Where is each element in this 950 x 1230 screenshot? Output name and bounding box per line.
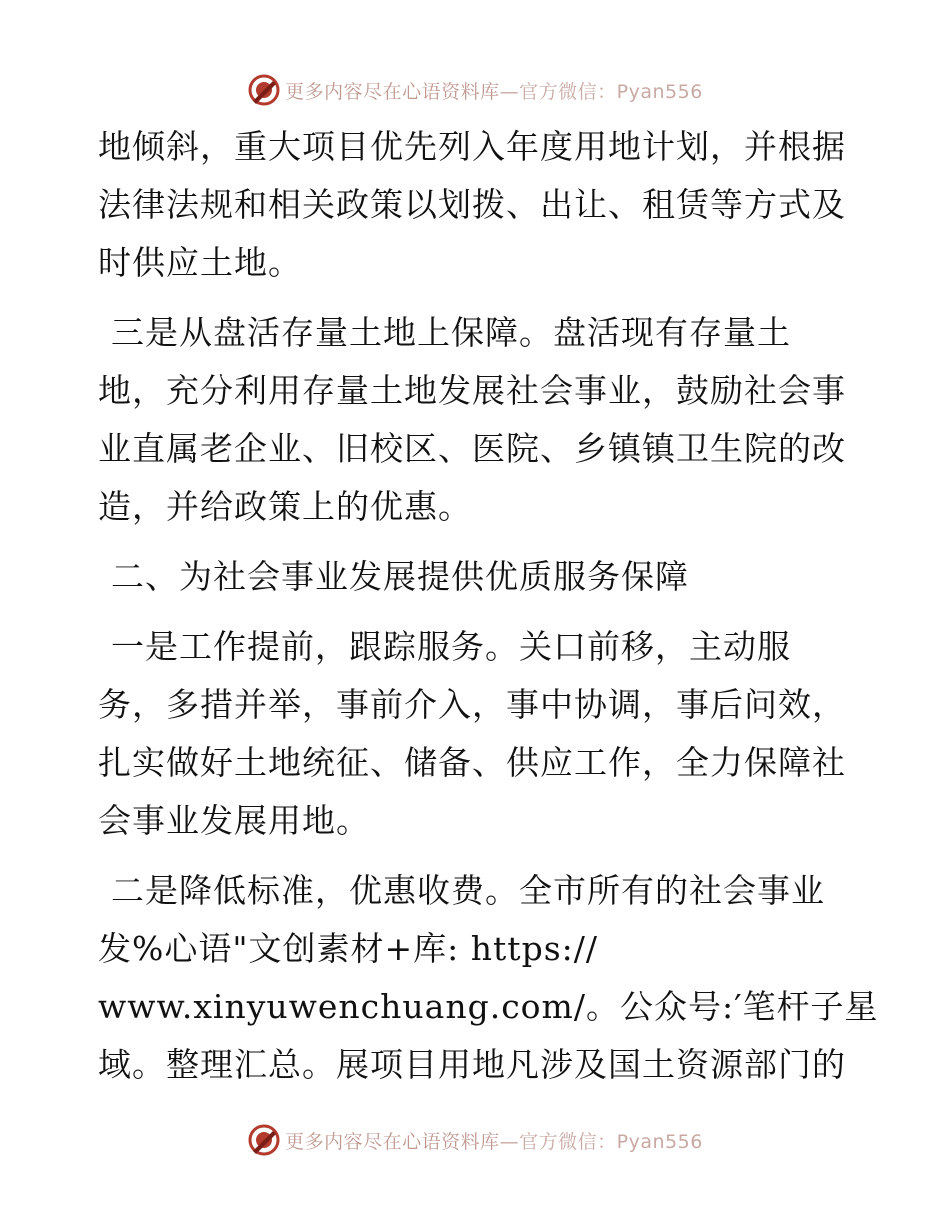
text-line: 扎实做好土地统征、储备、供应工作，全力保障社 [98,743,846,782]
text-line: 域。整理汇总。展项目用地凡涉及国土资源部门的 [98,1045,846,1084]
header-site-text: 更多内容尽在心语资料库 [285,80,500,103]
footer-dash: — [499,1130,520,1153]
paragraph-advance-service [98,618,858,850]
header-watermark-text [285,77,703,104]
text-line: 造，并给政策上的优惠。 [98,487,472,526]
paragraph-reduce-fees [98,862,879,1094]
text-line: www.xinyuwenchuang.com/。公众号:′笔杆子星 [98,987,879,1026]
text-line: 法律法规和相关政策以划拨、出让、租赁等方式及 [98,185,846,224]
text-line: 三是从盘活存量土地上保障。盘活现有存量土 [111,313,791,352]
footer-watermark-text [285,1127,703,1154]
text-line: 会事业发展用地。 [98,801,370,840]
section-heading: 二、为社会事业发展提供优质服务保障 [111,557,689,596]
text-line: 务，多措并举，事前介入，事中协调，事后问效， [98,685,846,724]
paragraph-stock-land [98,304,858,536]
header-contact-text: 官方微信：Pyan556 [519,80,703,103]
header-watermark [0,70,950,110]
text-line: 业直属老企业、旧校区、医院、乡镇镇卫生院的改 [98,429,846,468]
text-line: 二是降低标准，优惠收费。全市所有的社会事业 [111,871,825,910]
text-line: 时供应土地。 [98,243,302,282]
pen-logo-icon [247,73,281,107]
text-line: 地，充分利用存量土地发展社会事业，鼓励社会事 [98,371,846,410]
header-dash: — [499,80,520,103]
text-line: 地倾斜，重大项目优先列入年度用地计划，并根据 [98,127,846,166]
pen-logo-icon [247,1123,281,1157]
text-line: 发%心语"文创素材+库: https:// [98,929,598,968]
footer-site-text: 更多内容尽在心语资料库 [285,1130,500,1153]
document-body [98,118,879,1094]
text-line: 一是工作提前，跟踪服务。关口前移，主动服 [111,627,791,666]
footer-contact-text: 官方微信：Pyan556 [519,1130,703,1153]
paragraph-land-supply [98,118,858,292]
footer-watermark [0,1120,950,1160]
